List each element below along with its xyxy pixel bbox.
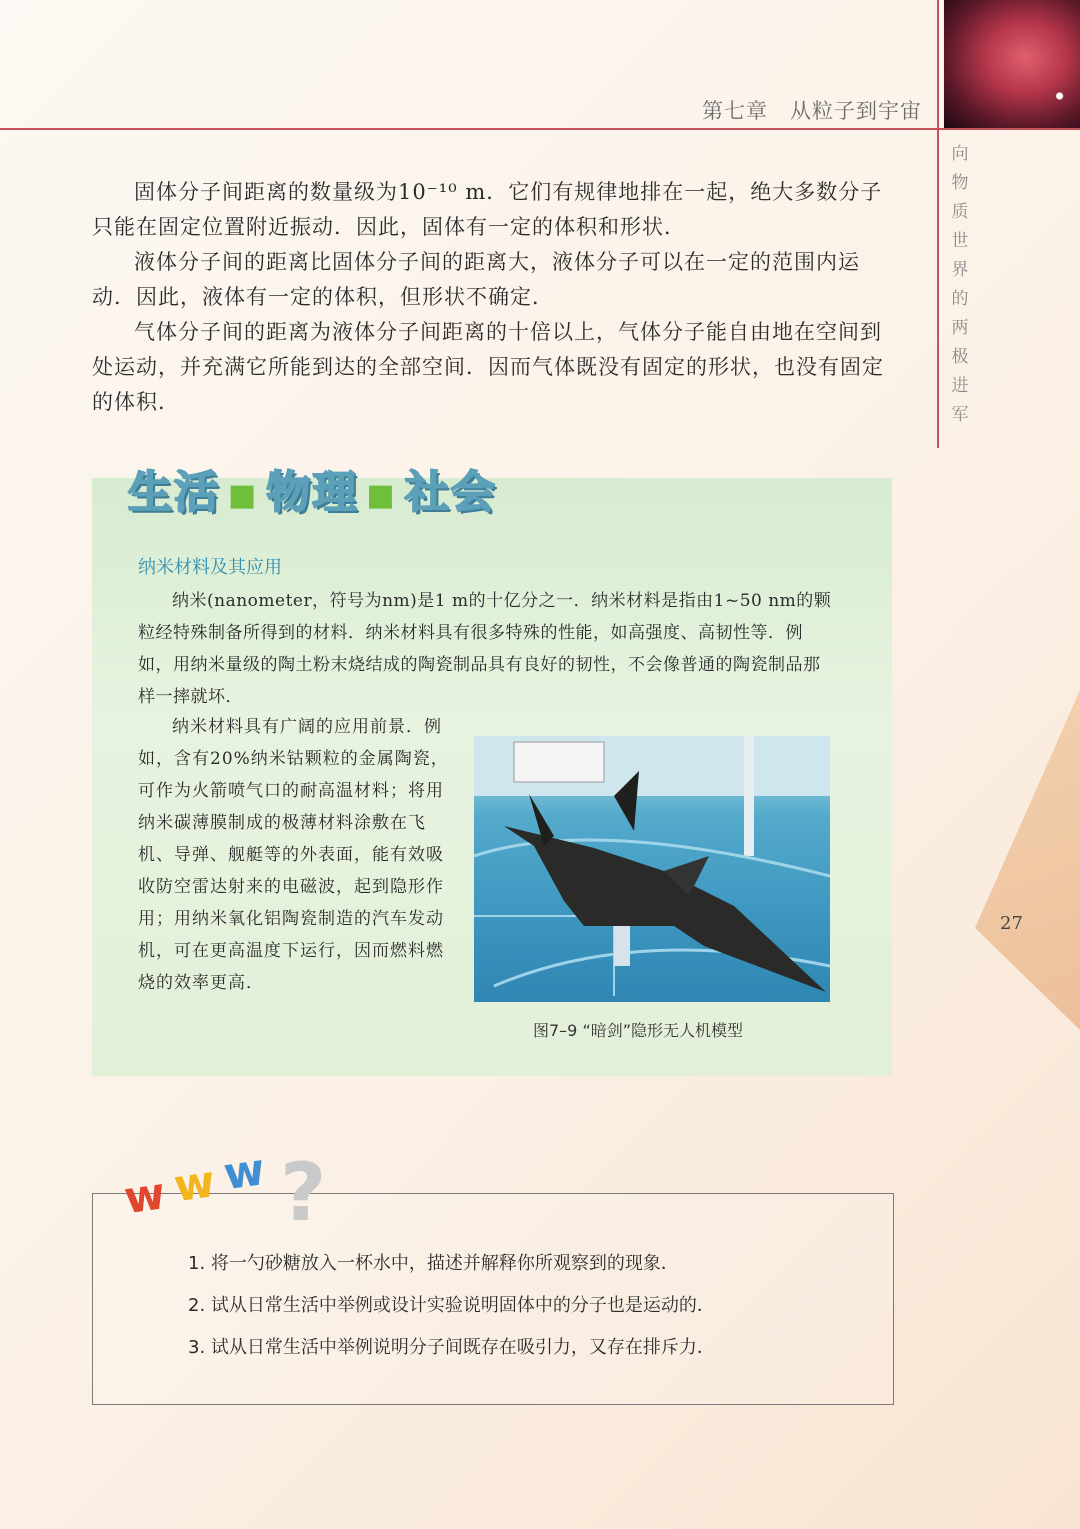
margin-rule <box>937 0 939 448</box>
exercise-list <box>188 1250 715 1376</box>
exercise-item: 3. 试从日常生活中举例说明分子间既存在吸引力，又存在排斥力． <box>188 1337 715 1358</box>
feature-banner: 生活 ■ 物理 ■ 社会 <box>128 467 497 518</box>
feature-subtitle: 纳米材料及其应用 <box>138 557 282 578</box>
chapter-title: 第七章 从粒子到宇宙 <box>702 99 922 123</box>
paragraph-liquid: 液体分子间的距离比固体分子间的距离大，液体分子可以在一定的范围内运动．因此，液体有一定的体积，但形状不确定． <box>92 250 860 309</box>
page-corner-decoration <box>975 690 1080 1030</box>
drone-model-photo <box>474 736 830 1002</box>
feature-paragraph-1: 纳米(nanometer，符号为nm)是1 m的十亿分之一．纳米材料是指由1~50 nm的颗粒经特殊制备所得到的材料．纳米材料具有很多特殊的性能，如高强度、高韧性等．例如，用纳米量级的陶土粉末烧结成的陶瓷制品具有良好的韧性，不会像普通的陶瓷制品那样一摔就坏． <box>138 591 832 707</box>
paragraph-solid: 固体分子间距离的数量级为10⁻¹⁰ m．它们有规律地排在一起，绝大多数分子只能在固定位置附近振动．因此，固体有一定的体积和形状． <box>92 180 883 239</box>
svg-text:w: w <box>220 1144 268 1201</box>
nebula-image <box>944 0 1080 128</box>
body-text <box>92 175 892 420</box>
svg-text:?: ? <box>280 1146 327 1230</box>
header-rule <box>0 128 1080 130</box>
feature-paragraph-2: 纳米材料具有广阔的应用前景．例如，含有20%纳米钴颗粒的金属陶瓷，可作为火箭喷气口的耐高温材料；将用纳米碳薄膜制成的极薄材料涂敷在飞机、导弹、舰艇等的外表面，能有效吸收防空雷达射来的电磁波，起到隐形作用；用纳米氧化铝陶瓷制造的汽车发动机，可在更高温度下运行，因而燃料燃烧的效率更高． <box>138 717 449 993</box>
side-section-title: 向 物 质 世 界 的 两 极 进 军 <box>951 144 969 425</box>
page-number: 27 <box>1000 913 1023 934</box>
figure-caption: 图7–9 “暗剑”隐形无人机模型 <box>533 1021 744 1040</box>
svg-text:w: w <box>170 1156 219 1213</box>
exercise-item: 1. 将一勺砂糖放入一杯水中，描述并解释你所观察到的现象． <box>188 1253 679 1274</box>
exercise-item: 2. 试从日常生活中举例或设计实验说明固体中的分子也是运动的． <box>188 1295 715 1316</box>
www-logo <box>120 1140 340 1230</box>
paragraph-gas: 气体分子间的距离为液体分子间距离的十倍以上，气体分子能自由地在空间到处运动，并充满它所能到达的全部空间．因而气体既没有固定的形状，也没有固定的体积． <box>92 320 884 414</box>
svg-text:w: w <box>121 1168 169 1225</box>
